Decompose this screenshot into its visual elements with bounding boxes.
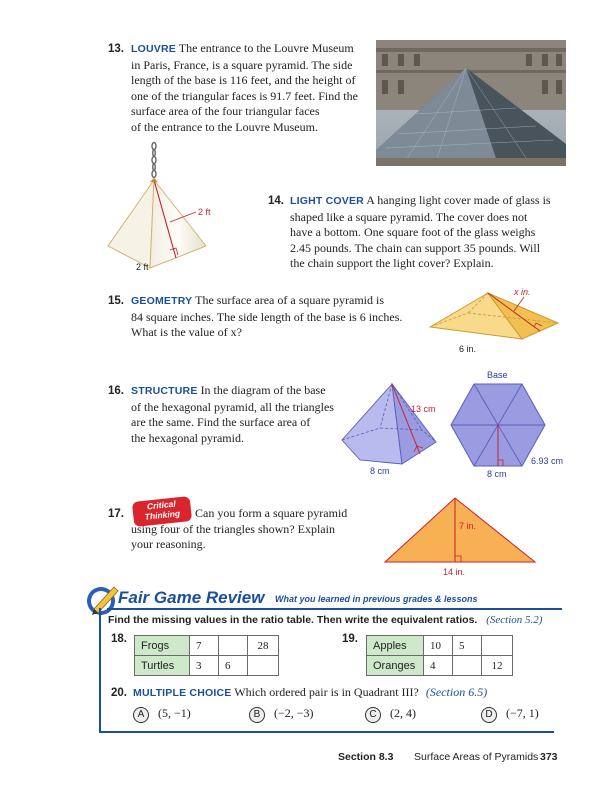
footer-section: Section 8.3 [338, 751, 394, 763]
problem-19-number: 19. [342, 633, 358, 645]
pencil-logo-icon [84, 583, 122, 617]
choice-b-letter: B [249, 707, 265, 723]
light-cover-figure [106, 140, 266, 272]
fgr-instruction: Find the missing values in the ratio table. Then write the equivalent ratios. (Section 5.2) [108, 614, 543, 626]
choice-c[interactable]: C (2, 4) [365, 706, 416, 723]
table-row: Apples 10 5 [367, 636, 513, 656]
hex-base-title: Base [487, 370, 508, 380]
problem-20-number: 20. [111, 687, 127, 699]
choice-d-letter: D [481, 707, 497, 723]
choice-d[interactable]: D (−7, 1) [481, 706, 539, 723]
problem-20-keyword: MULTIPLE CHOICE [133, 687, 232, 699]
fgr-bottom-rule [99, 731, 554, 733]
problem-15-text: GEOMETRY The surface area of a square pyramid is 84 square inches. The side length of the base is 6 inches. What is the value of x? [131, 293, 403, 340]
fair-game-review-subtitle: What you learned in previous grades & lessons [275, 594, 478, 604]
problem-15-keyword: GEOMETRY [131, 295, 193, 307]
problem-13-text: LOUVRE The entrance to the Louvre Museum in Paris, France, is a square pyramid. The side length of the base is 116 feet, and the height of one of the triangular faces is 91.7 feet. Find the surface area of the four triangular faces of the entrance to the Louvre Museum. [131, 41, 358, 134]
table-row: Frogs 7 28 [135, 636, 279, 656]
pyramid-base-label: 6 in. [459, 344, 477, 354]
problem-15-number: 15. [108, 295, 124, 307]
problem-17-text: Can you form a square pyramid using four of the triangles shown? Explain your reasoning. [131, 506, 348, 552]
table-row: Oranges 4 12 [367, 656, 513, 676]
choice-a[interactable]: A (5, −1) [133, 706, 191, 723]
problem-14-text: LIGHT COVER A hanging light cover made of glass is shaped like a square pyramid. The cover does not have a bottom. One square foot of the glass weighs 2.45 pounds. The chain can support 35 pounds. Will the chain support the light cover? Explain. [290, 193, 551, 271]
problem-14-keyword: LIGHT COVER [290, 195, 364, 207]
problem-17-number: 17. [108, 508, 124, 520]
hex-base-side-label: 8 cm [487, 469, 507, 479]
problem-14-number: 14. [268, 195, 284, 207]
fair-game-review-title: Fair Game Review [118, 588, 265, 607]
ratio-table-19 [366, 635, 513, 676]
louvre-photo [376, 40, 566, 166]
light-cover-base-label: 2 ft [136, 262, 149, 272]
hex-apothem-label: 6.93 cm [531, 456, 564, 466]
problem-20-text: MULTIPLE CHOICE Which ordered pair is in Quadrant III? (Section 6.5) [133, 685, 488, 699]
fgr-left-rule [99, 608, 101, 733]
triangle-base-label: 14 in. [443, 567, 466, 577]
hex-slant-label: 13 cm [411, 404, 436, 414]
critical-thinking-badge: Critical Thinking [132, 496, 192, 527]
hex-side-label: 8 cm [370, 466, 390, 476]
problem-13-keyword: LOUVRE [131, 43, 176, 55]
chain [152, 143, 156, 178]
footer-title: Surface Areas of Pyramids [414, 751, 539, 763]
table-row: Turtles 3 6 [135, 656, 279, 676]
choice-c-letter: C [365, 707, 381, 723]
footer-page-number: 373 [540, 751, 558, 763]
problem-16-keyword: STRUCTURE [131, 385, 198, 397]
choice-b[interactable]: B (−2, −3) [249, 706, 314, 723]
ratio-table-18 [134, 635, 279, 676]
problem-13-number: 13. [108, 43, 124, 55]
choice-a-letter: A [133, 707, 149, 723]
square-pyramid-figure [428, 283, 568, 345]
pyramid-x-label: x in. [514, 287, 531, 297]
problem-16-number: 16. [108, 385, 124, 397]
problem-18-number: 18. [111, 633, 127, 645]
fgr-rule [107, 608, 562, 610]
triangle-height-label: 7 in. [459, 521, 477, 531]
hexagonal-pyramid-figure [340, 380, 440, 470]
light-cover-slant-label: 2 ft [198, 207, 211, 217]
problem-16-text: STRUCTURE In the diagram of the base of the hexagonal pyramid, all the triangles are the same. Find the surface area of the hexagonal pyramid. [131, 383, 334, 445]
